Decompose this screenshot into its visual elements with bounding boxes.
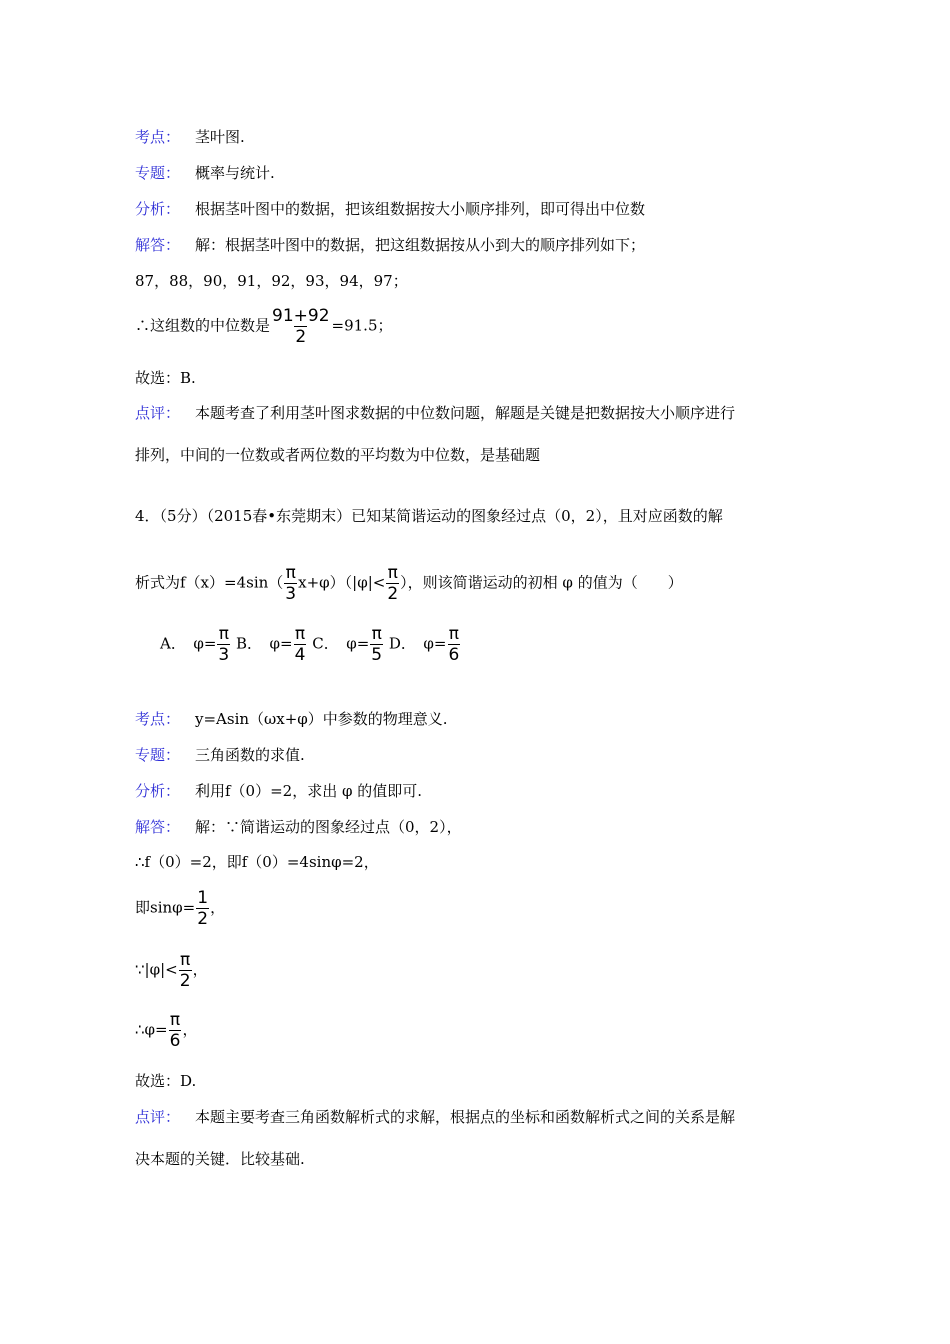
fraction-numerator: π [180,950,191,970]
option-b[interactable] [236,624,307,665]
q4-step-1: ∴f（0）=2，即f（0）=4sinφ=2， [135,853,379,871]
q4-step-2 [135,888,225,929]
fraction-numerator: π [387,563,398,583]
q4-step-2-suffix: ， [210,898,226,917]
q4-stem-part-a: 析式为f（x）=4sin（ [135,573,284,592]
option-a[interactable] [160,624,231,665]
option-d-fraction [448,624,461,665]
q4-stem-fraction-2 [386,563,399,604]
fraction-denominator: 2 [387,584,399,604]
fraction-numerator: 1 [197,888,209,908]
fraction-denominator: 6 [169,1031,181,1051]
zhuanti-label: 专题： [135,746,181,764]
option-d[interactable] [389,624,461,665]
q4-stem-part-b: x+φ）（|φ|< [298,573,386,592]
option-c-fraction [370,624,383,665]
q3-data-line: 87，88，90，91，92，93，94，97； [135,272,408,290]
q4-step-4-prefix: ∴φ= [135,1020,168,1039]
fraction-numerator: π [371,624,382,644]
option-b-label: B． φ= [236,634,293,653]
q3-median-line [135,306,393,347]
fraction-denominator: 4 [294,645,306,665]
q4-stem-line-2 [135,563,683,604]
kaodian-label: 考点： [135,710,181,728]
dianping-label: 点评： [135,1108,181,1126]
q3-dianping-row [135,403,735,423]
q3-jieda-row [135,235,645,255]
q4-step-4-suffix: ， [182,1020,198,1039]
fenxi-label: 分析： [135,200,181,218]
option-d-label: D． φ= [388,634,447,653]
q3-fenxi-text: 根据茎叶图中的数据，把该组数据按大小顺序排列，即可得出中位数 [195,200,646,218]
q4-dianping-text-1: 本题主要考查三角函数解析式的求解，根据点的坐标和函数解析式之间的关系是解 [195,1108,736,1126]
q4-fenxi-text: 利用f（0）=2，求出 φ 的值即可. [195,782,423,800]
q4-dianping-row [135,1107,735,1127]
fraction-numerator: π [169,1010,181,1030]
q4-stem-line-1: 4．（5分）（2015春•东莞期末）已知某简谐运动的图象经过点（0，2），且对应函数的解 [135,507,723,525]
q3-median-suffix: =91.5； [331,316,393,335]
q3-fenxi-row [135,199,645,219]
fraction-numerator: π [218,624,229,644]
dianping-label: 点评： [135,404,181,422]
q4-step-3-prefix: ∵|φ|< [135,960,178,979]
q4-fenxi-row [135,781,422,801]
q4-step-2-fraction [196,888,209,929]
q4-step-4-fraction [169,1010,182,1051]
jieda-label: 解答： [135,818,181,836]
option-a-fraction [217,624,230,665]
option-b-fraction [294,624,307,665]
fraction-numerator: π [285,563,296,583]
q3-dianping-text-1: 本题考查了利用茎叶图求数据的中位数问题，解题是关键是把数据按大小顺序进行 [195,404,736,422]
q4-jieda-row [135,817,462,837]
fraction-numerator: π [294,624,306,644]
fraction-numerator: π [448,624,460,644]
q4-dianping-text-2: 决本题的关键．比较基础. [135,1150,305,1168]
kaodian-label: 考点： [135,128,181,146]
q4-stem-fraction-1 [284,563,297,604]
q4-step-3 [135,950,208,991]
fraction-denominator: 2 [295,327,307,347]
q4-step-2-prefix: 即sinφ= [135,898,196,917]
zhuanti-label: 专题： [135,164,181,182]
q4-answer: 故选：D. [135,1072,197,1090]
q4-stem-part-c: ），则该简谐运动的初相 φ 的值为（ ） [400,573,683,592]
q3-jieda-text: 解：根据茎叶图中的数据，把这组数据按从小到大的顺序排列如下； [195,236,646,254]
fraction-denominator: 5 [371,645,383,665]
q3-zhuanti-text: 概率与统计. [195,164,275,182]
q3-answer: 故选：B. [135,369,196,387]
q3-median-prefix: ∴这组数的中位数是 [135,316,271,335]
option-a-label: A． φ= [160,634,217,653]
fraction-denominator: 2 [197,909,209,929]
q4-jieda-text: 解：∵简谐运动的图象经过点（0，2）， [195,818,462,836]
q4-kaodian-row [135,709,448,729]
jieda-label: 解答： [135,236,181,254]
q3-kaodian-row [135,127,245,147]
q4-options-row [160,624,461,665]
q4-step-4 [135,1010,197,1051]
q4-kaodian-text: y=Asin（ωx+φ）中参数的物理意义. [195,710,448,728]
q3-zhuanti-row [135,163,275,183]
fraction-denominator: 6 [448,645,460,665]
fraction-numerator: 91+92 [272,306,330,326]
q3-dianping-text-2: 排列，中间的一位数或者两位数的平均数为中位数，是基础题 [135,446,541,464]
option-c-label: C． φ= [312,634,370,653]
fraction-denominator: 2 [179,971,191,991]
fenxi-label: 分析： [135,782,181,800]
fraction-denominator: 3 [285,584,297,604]
q4-zhuanti-row [135,745,305,765]
fraction-denominator: 3 [218,645,230,665]
q3-kaodian-text: 茎叶图. [195,128,245,146]
q4-step-3-suffix: ， [192,960,208,979]
option-c[interactable] [312,624,384,665]
q4-zhuanti-text: 三角函数的求值. [195,746,305,764]
q4-step-3-fraction [179,950,192,991]
median-fraction [271,306,331,347]
